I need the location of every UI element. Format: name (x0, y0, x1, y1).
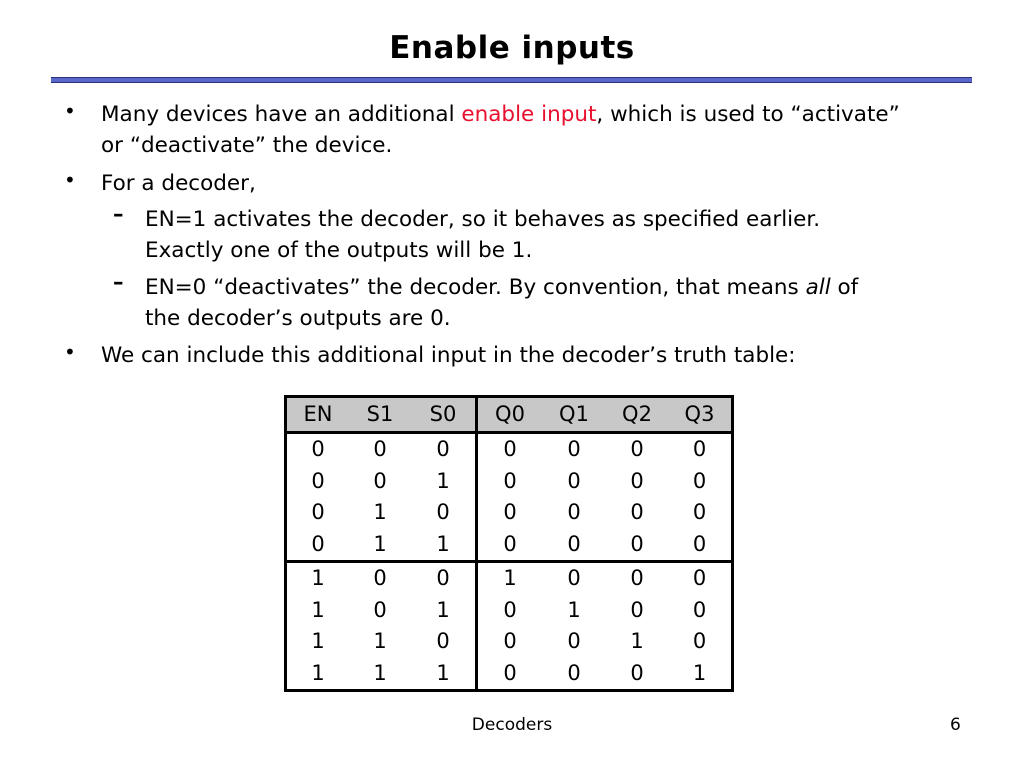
table-cell-q0: 0 (503, 500, 517, 525)
table-cell-q1: 0 (567, 500, 581, 525)
table-cell-q0: 0 (503, 660, 517, 685)
table-cell-q2: 0 (630, 531, 644, 556)
table-row (286, 466, 733, 498)
table-row (286, 562, 733, 595)
table-cell-q3: 0 (692, 500, 707, 525)
table-cell-q1: 0 (567, 660, 581, 685)
table-cell-q2: 0 (630, 597, 644, 622)
table-cell-q1: 0 (567, 531, 581, 556)
table-cell-q1: 0 (542, 562, 606, 595)
table-cell-en: 0 (311, 500, 325, 525)
header-en: EN (286, 397, 350, 433)
bullet-marker: • (64, 168, 76, 192)
table-cell-s0: 0 (411, 497, 477, 529)
table-cell-q1: 0 (567, 629, 581, 654)
truth-table-body (286, 433, 733, 691)
table-cell-q2: 0 (606, 562, 668, 595)
table-row (286, 595, 733, 627)
sub-bullet-2-text-a: EN=0 “deactivates” the decoder. By convention, that means (145, 275, 806, 300)
table-cell-en: 0 (311, 531, 325, 556)
bullet-1-text-c: or “deactivate” the device. (101, 133, 393, 158)
table-cell-en: 1 (311, 597, 325, 622)
sub-bullet-2-line-2: the decoder’s outputs are 0. (145, 306, 451, 331)
table-cell-s0: 0 (411, 433, 477, 466)
table-cell-q3: 0 (692, 468, 707, 493)
table-row (286, 529, 733, 562)
table-cell-q3: 0 (692, 597, 707, 622)
table-cell-s1: 1 (373, 531, 387, 556)
table-cell-s0: 1 (411, 658, 477, 691)
table-cell-q1: 0 (567, 437, 581, 462)
table-cell-s1: 0 (373, 437, 387, 462)
page-number: 6 (950, 715, 961, 735)
table-cell-q0: 0 (503, 597, 517, 622)
sub-bullet-marker: – (113, 270, 124, 294)
table-cell-s1: 0 (373, 597, 387, 622)
table-cell-q3: 0 (692, 531, 707, 556)
bullet-1-text-b: , which is used to “activate” (596, 102, 900, 127)
table-cell-en: 1 (311, 660, 325, 685)
table-row (286, 497, 733, 529)
sub-bullet-2-emphasis: all (805, 275, 831, 300)
slide-title: Enable inputs (389, 30, 635, 66)
table-cell-en: 0 (311, 437, 325, 462)
table-cell-q2: 0 (630, 437, 644, 462)
table-cell-en: 1 (311, 629, 325, 654)
bullet-1-text-a: Many devices have an additional (101, 102, 462, 127)
table-row (286, 658, 733, 691)
table-cell-q2: 0 (630, 660, 644, 685)
table-cell-q3: 1 (692, 660, 707, 685)
table-cell-q0: 0 (503, 437, 517, 462)
bullet-marker: • (64, 99, 76, 123)
bullet-2: For a decoder, (101, 171, 256, 196)
bullet-1-highlight: enable input (461, 102, 597, 127)
table-cell-q3: 0 (668, 562, 733, 595)
table-cell-s0: 1 (411, 529, 477, 562)
footer-title: Decoders (471, 715, 553, 735)
table-cell-s1: 1 (373, 500, 387, 525)
table-row (286, 626, 733, 658)
table-cell-s1: 0 (373, 468, 387, 493)
table-row (286, 433, 733, 466)
title-rule (51, 77, 972, 83)
header-q1: Q1 (542, 397, 606, 433)
sub-bullet-marker: – (113, 202, 124, 226)
sub-bullet-2-text-b: of (830, 275, 859, 300)
table-cell-s0: 0 (411, 626, 477, 658)
sub-bullet-1-line-2: Exactly one of the outputs will be 1. (145, 238, 533, 263)
truth-table-header (286, 397, 733, 433)
table-cell-q1: 0 (567, 468, 581, 493)
table-cell-s0: 1 (411, 466, 477, 498)
table-cell-s0: 0 (411, 562, 477, 595)
table-cell-s1: 1 (373, 660, 387, 685)
table-cell-q3: 0 (692, 629, 707, 654)
table-cell-q3: 0 (692, 437, 707, 462)
header-s0: S0 (411, 397, 477, 433)
table-cell-en: 1 (286, 562, 350, 595)
table-cell-q2: 0 (630, 468, 644, 493)
table-cell-q0: 0 (503, 629, 517, 654)
table-cell-q0: 1 (477, 562, 543, 595)
header-q0: Q0 (477, 397, 543, 433)
table-cell-q1: 1 (567, 597, 581, 622)
header-s1: S1 (349, 397, 411, 433)
table-cell-s1: 0 (349, 562, 411, 595)
header-q3: Q3 (668, 397, 733, 433)
bullet-marker: • (64, 340, 76, 364)
table-cell-q0: 0 (503, 531, 517, 556)
table-cell-en: 0 (311, 468, 325, 493)
bullet-3: We can include this additional input in the decoder’s truth table: (101, 343, 796, 368)
truth-table (284, 395, 734, 692)
bullet-1 (101, 99, 981, 161)
table-cell-s0: 1 (411, 595, 477, 627)
sub-bullet-1 (145, 204, 965, 266)
table-cell-s1: 1 (373, 629, 387, 654)
table-cell-q2: 1 (630, 629, 644, 654)
table-cell-q2: 0 (630, 500, 644, 525)
table-cell-q0: 0 (503, 468, 517, 493)
sub-bullet-2 (145, 272, 965, 334)
header-q2: Q2 (606, 397, 668, 433)
sub-bullet-1-line-1: EN=1 activates the decoder, so it behaves as specified earlier. (145, 207, 821, 232)
